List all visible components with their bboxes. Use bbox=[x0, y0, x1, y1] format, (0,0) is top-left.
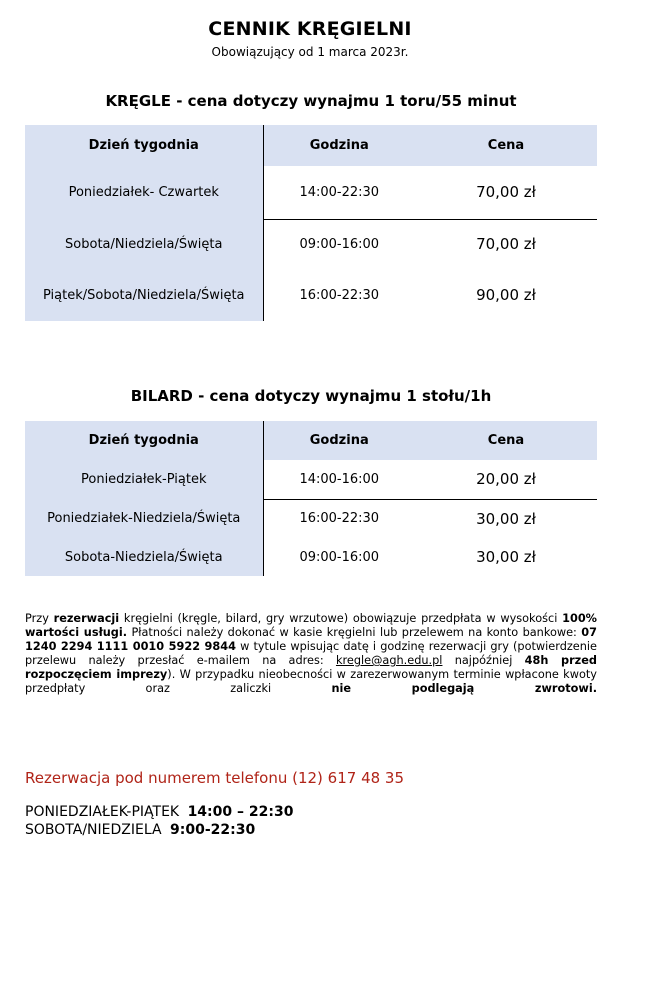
effective-date: Obowiązujący od 1 marca 2023r. bbox=[211, 45, 409, 59]
weekend-hours: 9:00-22:30 bbox=[170, 822, 256, 838]
billiards-price-table bbox=[25, 421, 597, 576]
note-emphasis: 100% wartości usługi. bbox=[25, 612, 597, 639]
email-link[interactable]: kregle@agh.edu.pl bbox=[335, 654, 443, 667]
note-text: ). W przypadku nieobecności w zarezerwowanym terminie wpłacone kwoty przedpłaty oraz zaliczki bbox=[25, 668, 597, 695]
day-cell: Sobota-Niedziela/Święta bbox=[25, 538, 263, 576]
column-header-hours: Godzina bbox=[263, 421, 415, 460]
bank-account-number: 07 1240 2294 1111 0010 5922 9844 bbox=[25, 626, 597, 653]
hours-cell: 16:00-22:30 bbox=[299, 511, 380, 527]
hours-cell: 14:00-16:00 bbox=[263, 460, 415, 499]
table-row bbox=[25, 269, 597, 321]
note-emphasis: nie podlegają zwrotowi. bbox=[331, 682, 597, 695]
note-text: Przy bbox=[25, 612, 54, 625]
table-header-row bbox=[25, 125, 597, 166]
column-header-price: Cena bbox=[415, 125, 597, 166]
price-cell: 30,00 zł bbox=[476, 509, 536, 528]
day-cell: Poniedziałek-Niedziela/Święta bbox=[25, 499, 263, 538]
weekday-opening-hours bbox=[25, 804, 293, 820]
reservation-note bbox=[25, 612, 597, 696]
table-row bbox=[25, 166, 597, 219]
price-cell: 70,00 zł bbox=[476, 235, 536, 254]
price-cell: 90,00 zł bbox=[476, 286, 536, 304]
column-header-price: Cena bbox=[415, 421, 597, 460]
day-cell: Piątek/Sobota/Niedziela/Święta bbox=[25, 269, 263, 321]
table-row bbox=[25, 499, 597, 538]
hours-cell: 14:00-22:30 bbox=[263, 166, 415, 219]
table-header-row bbox=[25, 421, 597, 460]
table-row bbox=[25, 219, 597, 269]
price-cell: 70,00 zł bbox=[415, 166, 597, 219]
column-header-day: Dzień tygodnia bbox=[25, 125, 263, 166]
column-header-hours: Godzina bbox=[263, 125, 415, 166]
note-text: w tytule wpisując datę i godzinę rezerwacji gry (potwierdzenie przelewu należy przesłać e-mailem na adres: bbox=[25, 640, 597, 667]
hours-cell: 09:00-16:00 bbox=[299, 549, 380, 565]
phone-reservation-line: Rezerwacja pod numerem telefonu (12) 617 48 35 bbox=[25, 769, 405, 787]
page-title: CENNIK KRĘGIELNI bbox=[208, 18, 412, 40]
day-cell: Poniedziałek-Piątek bbox=[25, 460, 263, 499]
day-cell: Poniedziałek- Czwartek bbox=[25, 166, 263, 219]
note-emphasis: 48h przed rozpoczęciem imprezy bbox=[25, 654, 598, 681]
price-cell: 20,00 zł bbox=[415, 460, 597, 499]
weekday-hours: 14:00 – 22:30 bbox=[187, 804, 294, 820]
bowling-section-title: KRĘGLE - cena dotyczy wynajmu 1 toru/55 minut bbox=[105, 92, 517, 110]
bowling-price-table bbox=[25, 125, 597, 321]
price-cell: 30,00 zł bbox=[476, 548, 536, 566]
note-text: kręgielni (kręgle, bilard, gry wrzutowe) obowiązuje przedpłata w wysokości bbox=[119, 612, 563, 625]
billiards-section-title: BILARD - cena dotyczy wynajmu 1 stołu/1h bbox=[130, 387, 492, 405]
note-text: najpóźniej bbox=[442, 654, 525, 667]
weekday-label: PONIEDZIAŁEK-PIĄTEK bbox=[25, 804, 180, 820]
weekend-opening-hours bbox=[25, 822, 255, 838]
weekend-label: SOBOTA/NIEDZIELA bbox=[25, 822, 162, 838]
table-row bbox=[25, 460, 597, 499]
hours-cell: 09:00-16:00 bbox=[299, 236, 380, 252]
day-cell: Sobota/Niedziela/Święta bbox=[25, 219, 263, 269]
hours-cell: 16:00-22:30 bbox=[299, 287, 380, 303]
table-row bbox=[25, 538, 597, 576]
column-header-day: Dzień tygodnia bbox=[25, 421, 263, 460]
note-emphasis: rezerwacji bbox=[53, 612, 120, 625]
note-text: Płatności należy dokonać w kasie kręgielni lub przelewem na konto bankowe: bbox=[127, 626, 582, 639]
